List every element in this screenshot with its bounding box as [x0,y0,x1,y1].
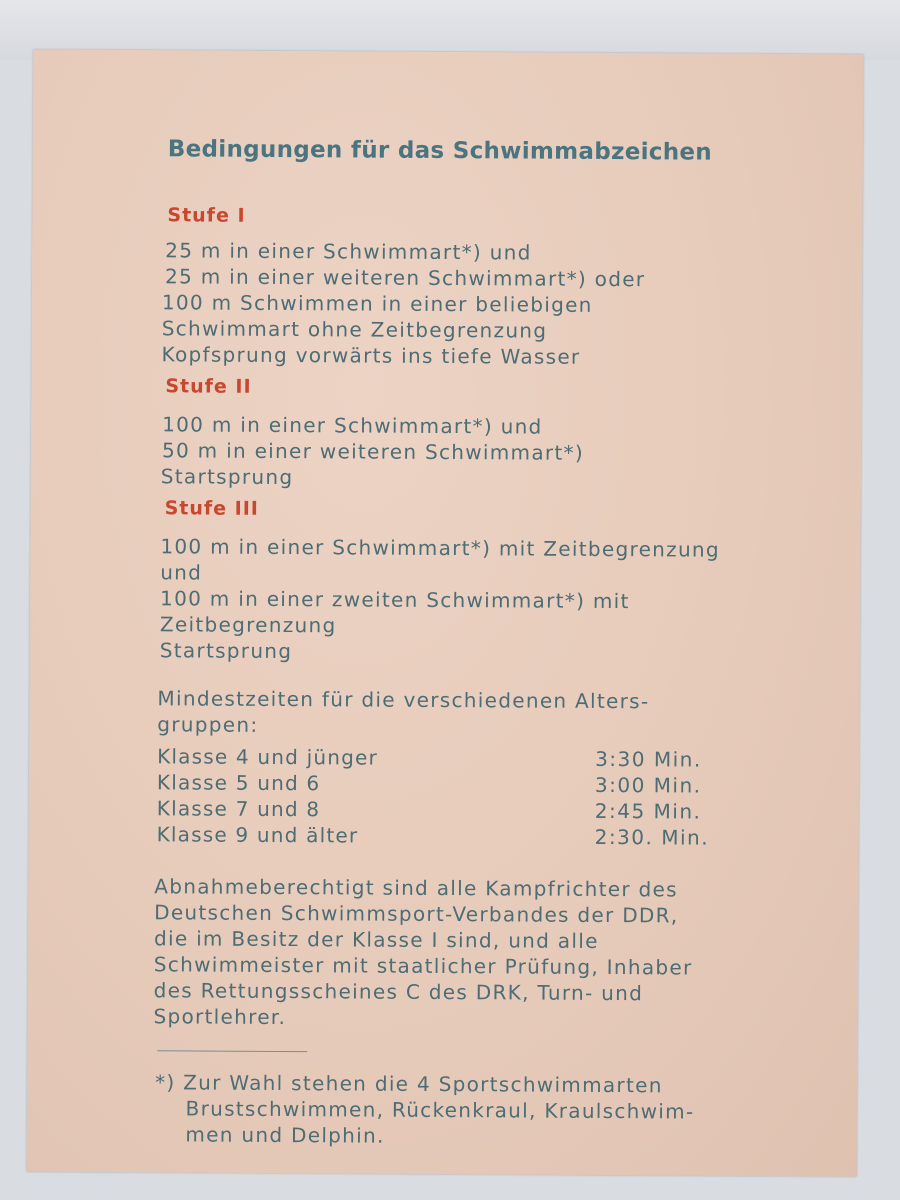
footnote-line: Brustschwimmen, Rückenkraul, Kraulschwim- [154,1096,695,1124]
stufe-1-heading: Stufe I [167,204,246,227]
stufe-2-line: 100 m in einer Schwimmart*) und [162,412,543,439]
stufe-1-line: 25 m in einer Schwimmart*) und [165,238,532,265]
stufe-2-line: Startsprung [160,464,294,490]
stufe-2-line: 50 m in einer weiteren Schwimmart*) [161,438,585,465]
klasse-time: 2:30. Min. [594,824,710,850]
stufe-3-line: 100 m in einer Schwimmart*) mit Zeitbegrenzung [160,534,721,562]
stufe-3-line: Startsprung [159,638,293,664]
abnahme-line: des Rettungsscheines C des DRK, Turn- und [153,978,644,1006]
card-title: Bedingungen für das Schwimmabzeichen [167,136,713,166]
footnote-line: men und Delphin. [154,1122,385,1148]
klasse-label: Klasse 5 und 6 [156,770,321,796]
klasse-label: Klasse 9 und älter [156,822,359,848]
stufe-1-line: Schwimmart ohne Zeitbegrenzung [161,316,548,343]
abnahme-line: Deutschen Schwimmsport-Verbandes der DDR, [154,900,679,928]
stufe-3-heading: Stufe III [164,497,259,520]
klasse-label: Klasse 7 und 8 [156,796,321,822]
klasse-time: 2:45 Min. [594,798,702,824]
abnahme-line: Schwimmeister mit staatlicher Prüfung, Inhaber [153,952,693,980]
stufe-3-line: und [160,560,203,585]
stufe-3-line: Zeitbegrenzung [159,612,337,638]
klasse-time: 3:30 Min. [595,746,702,772]
mindestzeiten-line: Mindestzeiten für die verschiedenen Alters- [157,686,650,714]
swim-badge-card [27,49,864,1176]
stufe-3-line: 100 m in einer zweiten Schwimmart*) mit [160,586,630,614]
klasse-label: Klasse 4 und jünger [157,744,379,770]
stufe-1-line: Kopfsprung vorwärts ins tiefe Wasser [161,342,581,369]
stufe-1-line: 25 m in einer weiteren Schwimmart*) oder [164,264,646,292]
abnahme-line: Sportlehrer. [153,1004,287,1030]
mindestzeiten-line: gruppen: [157,712,259,737]
footnote-divider [157,1050,307,1052]
klasse-time: 3:00 Min. [594,772,702,798]
abnahme-line: Abnahmeberechtigt sind alle Kampfrichter des [154,874,678,902]
abnahme-line: die im Besitz der Klasse I sind, und alle [153,926,599,953]
stufe-1-line: 100 m Schwimmen in einer beliebigen [161,290,593,317]
stufe-2-heading: Stufe II [165,375,252,398]
footnote-line: *) Zur Wahl stehen die 4 Sportschwimmarten [155,1070,663,1098]
